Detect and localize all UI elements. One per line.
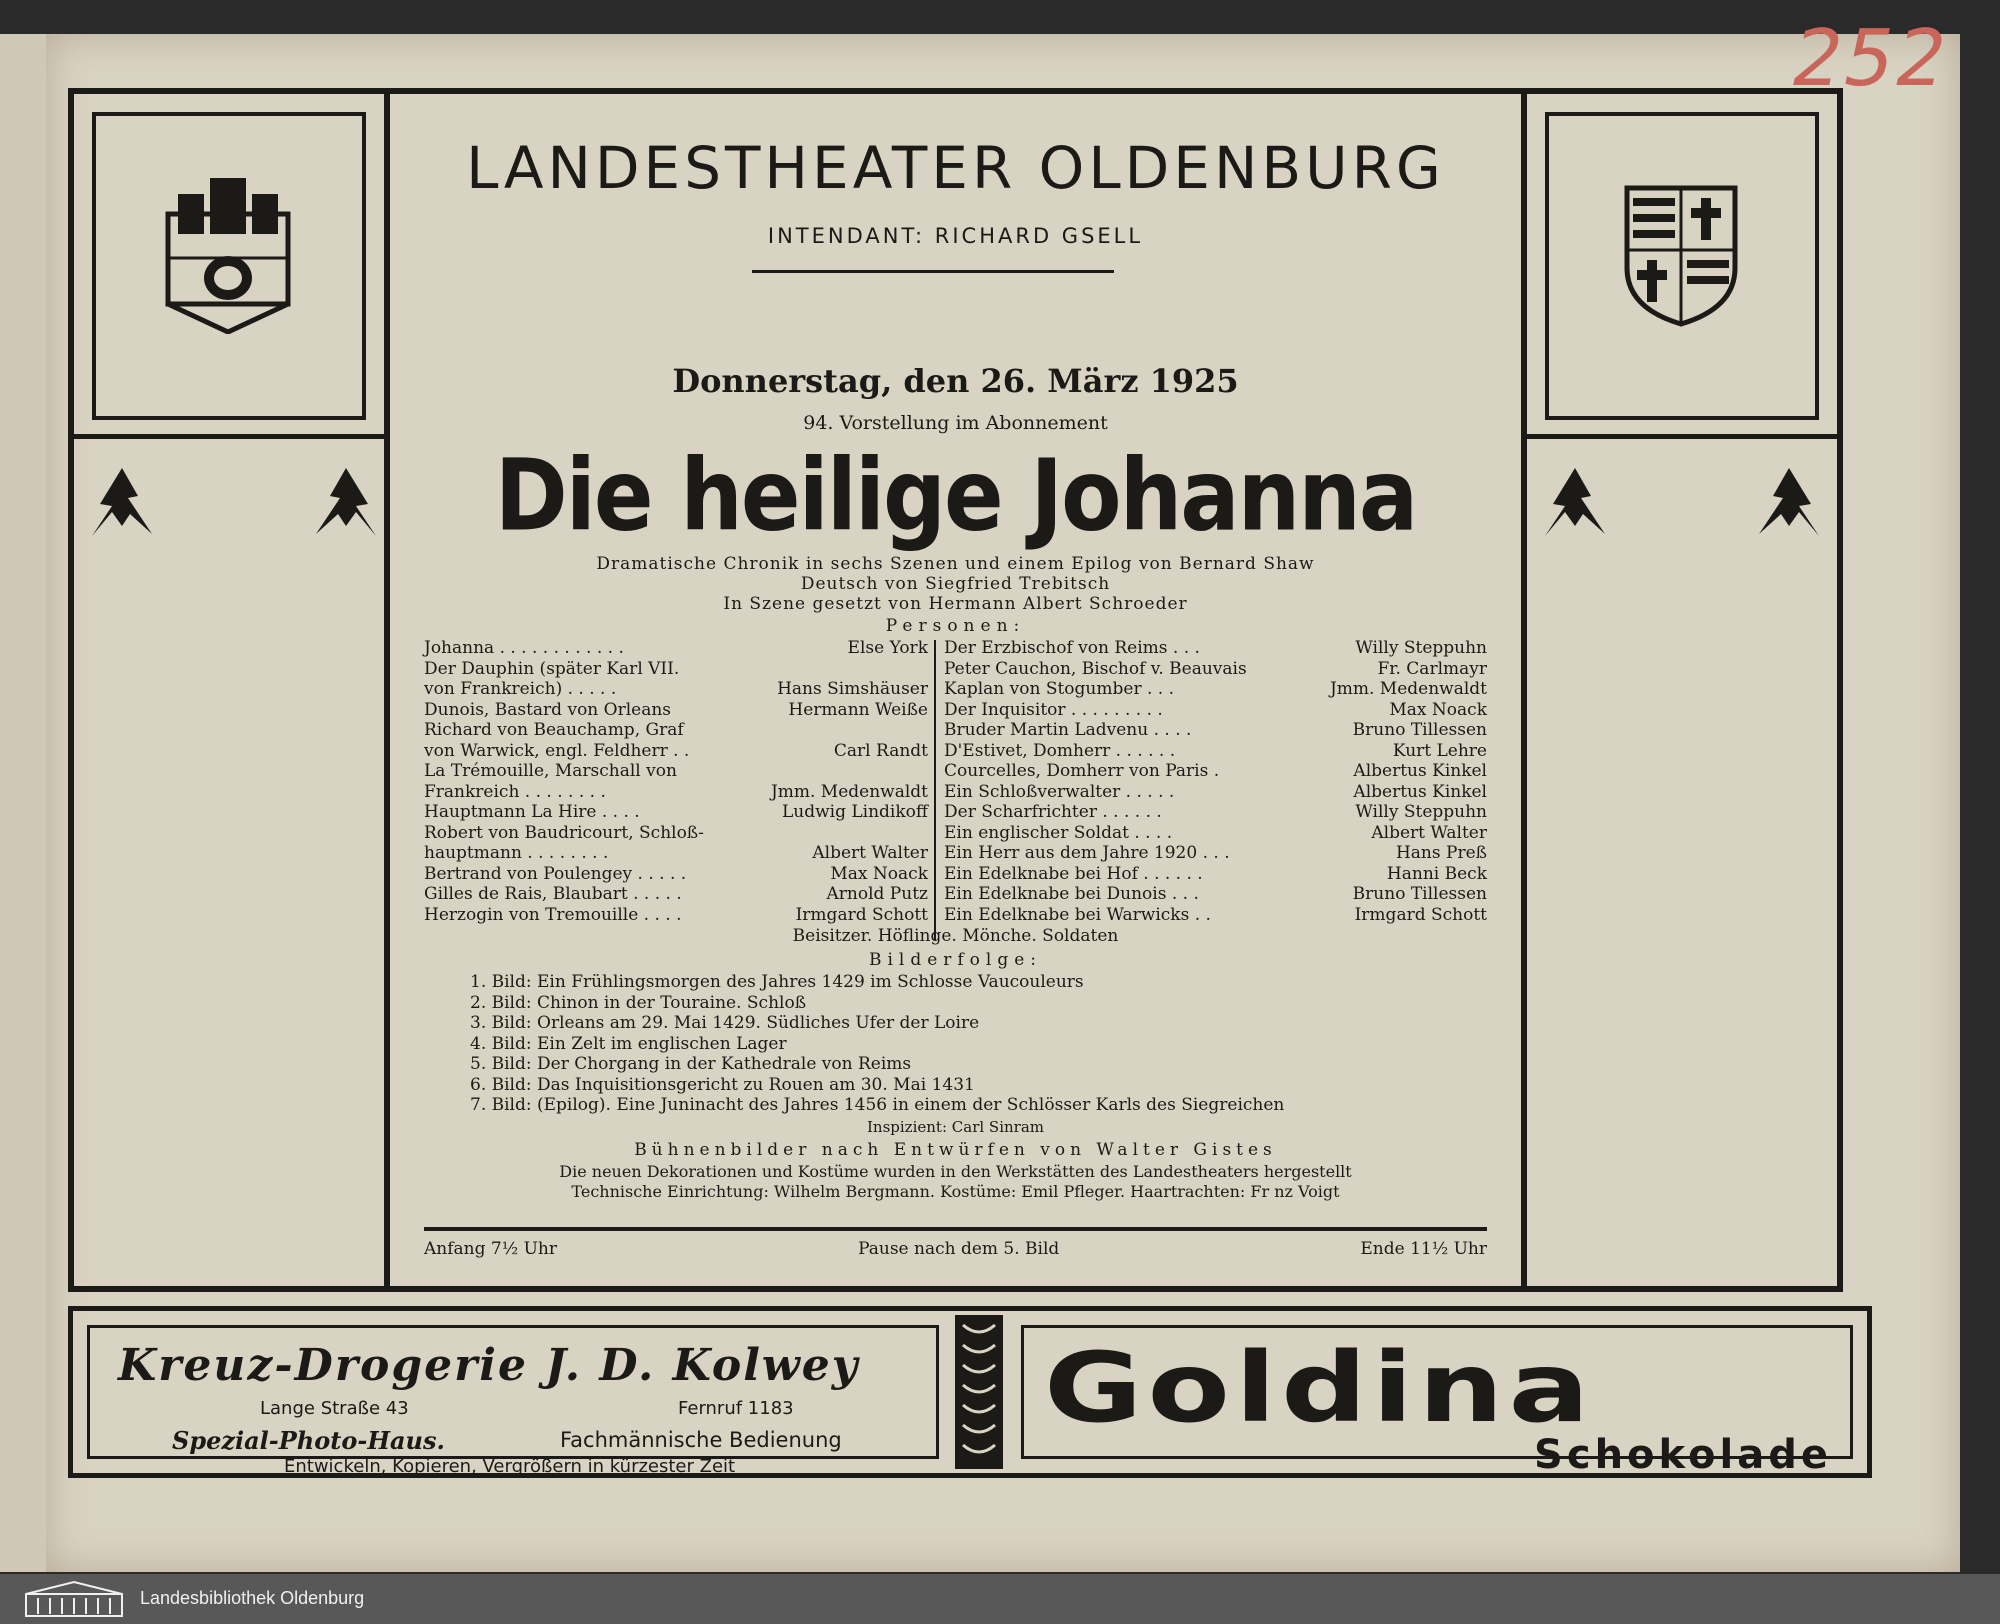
actor-name: Hans Preß <box>1395 843 1487 863</box>
actor-name: Hermann Weiße <box>788 699 928 720</box>
actor-name: Willy Steppuhn <box>1355 638 1487 658</box>
actor-name: Jmm. Medenwaldt <box>770 781 928 802</box>
scene-list <box>470 972 1481 1116</box>
cast-row <box>424 700 928 721</box>
scene-item: 4. Bild: Ein Zelt im englischen Lager <box>470 1033 787 1054</box>
actor-name: Carl Randt <box>833 740 928 761</box>
performance-date: Donnerstag, den 26. März 1925 <box>672 362 1239 400</box>
stage-design-line: Bühnenbilder nach Entwürfen von Walter Gistes <box>634 1140 1277 1160</box>
intermission: Pause nach dem 5. Bild <box>858 1239 1060 1259</box>
scene-item: 1. Bild: Ein Frühlingsmorgen des Jahres 1429 im Schlosse Vaucouleurs <box>470 972 1084 992</box>
right-ornament-column <box>1521 94 1837 1286</box>
role-name: Bruder Martin Ladvenu . . . . <box>944 720 1192 740</box>
cast-row <box>424 884 928 905</box>
cast-right-column <box>944 638 1487 925</box>
cast-divider <box>934 640 936 940</box>
actor-name: Max Noack <box>1389 699 1487 720</box>
library-link[interactable]: Landesbibliothek Oldenburg <box>140 1588 365 1608</box>
cast-row <box>944 700 1487 721</box>
role-name: von Warwick, engl. Feldherr . . <box>424 740 690 761</box>
cast-row <box>424 659 928 680</box>
inspizient-line: Inspizient: Carl Sinram <box>867 1118 1044 1136</box>
role-name: Dunois, Bastard von Orleans <box>424 699 672 720</box>
drugstore-name: Kreuz-Drogerie J. D. Kolwey <box>118 1340 860 1391</box>
actor-name: Bruno Tillessen <box>1352 720 1487 740</box>
actor-name: Max Noack <box>830 863 928 884</box>
role-name: Der Inquisitor . . . . . . . . . <box>944 699 1163 720</box>
actor-name: Hanni Beck <box>1386 863 1487 884</box>
role-name: Ein englischer Soldat . . . . <box>944 822 1173 843</box>
playbill-content <box>390 94 1521 1286</box>
cast-row <box>424 905 928 926</box>
role-name: Hauptmann La Hire . . . . <box>424 802 640 822</box>
scene-item: 3. Bild: Orleans am 29. Mai 1429. Südliches Ufer der Loire <box>470 1013 980 1033</box>
theater-title: LANDESTHEATER OLDENBURG <box>466 134 1445 202</box>
left-lightning-bolt-icon <box>82 456 172 546</box>
cast-row <box>944 864 1487 885</box>
cast-row <box>424 843 928 864</box>
abonnement-line: 94. Vorstellung im Abonnement <box>803 412 1108 434</box>
role-name: Courcelles, Domherr von Paris . <box>944 761 1220 781</box>
right-divider <box>1527 434 1837 439</box>
actor-name: Jmm. Medenwaldt <box>1329 679 1487 699</box>
chocolate-brand: Goldina <box>1044 1332 1595 1444</box>
actor-name: Arnold Putz <box>826 884 928 904</box>
actor-name: Fr. Carlmayr <box>1377 658 1487 679</box>
drugstore-ad <box>87 1325 939 1477</box>
direction-line: In Szene gesetzt von Hermann Albert Schroeder <box>723 594 1188 614</box>
role-name: Ein Edelknabe bei Warwicks . . <box>944 904 1211 925</box>
adjacent-page-edge <box>0 34 49 1572</box>
role-name: Frankreich . . . . . . . . <box>424 781 606 802</box>
cast-row <box>424 638 928 659</box>
role-name: Ein Herr aus dem Jahre 1920 . . . <box>944 843 1230 863</box>
cast-row <box>424 741 928 762</box>
cast-row <box>944 884 1487 905</box>
role-name: Johanna . . . . . . . . . . . . <box>424 638 624 658</box>
translation-line: Deutsch von Siegfried Trebitsch <box>800 574 1111 594</box>
cast-row <box>944 720 1487 741</box>
role-name: Der Dauphin (später Karl VII. <box>424 658 680 679</box>
actor-name: Irmgard Schott <box>795 904 928 925</box>
cast-row <box>944 638 1487 659</box>
cast-extras: Beisitzer. Höflinge. Mönche. Soldaten <box>792 926 1119 946</box>
role-name: Der Erzbischof von Reims . . . <box>944 638 1200 658</box>
left-ornament-column <box>74 94 390 1286</box>
role-name: hauptmann . . . . . . . . <box>424 843 609 863</box>
timing-footer <box>424 1227 1487 1259</box>
viewer-footer-bar <box>0 1574 2000 1624</box>
chocolate-product: Schokolade <box>1534 1432 1832 1478</box>
service-line: Fachmännische Bedienung <box>560 1428 842 1452</box>
actor-name: Bruno Tillessen <box>1352 884 1487 904</box>
scene-item: 5. Bild: Der Chorgang in der Kathedrale von Reims <box>470 1054 912 1074</box>
role-name: Kaplan von Stogumber . . . <box>944 679 1174 699</box>
role-name: La Trémouille, Marschall von <box>424 761 677 781</box>
role-name: Richard von Beauchamp, Graf <box>424 720 684 740</box>
ornament-icon <box>955 1315 1003 1467</box>
right-crest-box <box>1545 112 1819 420</box>
drugstore-phone: Fernruf 1183 <box>678 1398 794 1419</box>
actor-name: Willy Steppuhn <box>1355 802 1487 822</box>
decorations-line: Die neuen Dekorationen und Kostüme wurden in den Werkstätten des Landestheaters hergestellt <box>559 1162 1352 1181</box>
start-time: Anfang 7½ Uhr <box>424 1239 557 1259</box>
ornamental-divider <box>955 1315 1003 1469</box>
cast-row <box>424 782 928 803</box>
cast-row <box>424 802 928 823</box>
oldenburg-city-crest-icon <box>158 174 298 334</box>
photo-shop-label: Spezial-Photo-Haus. <box>172 1426 445 1455</box>
left-divider <box>74 434 384 439</box>
actor-name: Albert Walter <box>812 843 928 863</box>
play-subtitle: Dramatische Chronik in sechs Szenen und einem Epilog von Bernard Shaw <box>596 554 1315 574</box>
chocolate-ad <box>1021 1325 1853 1478</box>
actor-name: Hans Simshäuser <box>777 679 928 699</box>
end-time: Ende 11½ Uhr <box>1360 1239 1487 1259</box>
role-name: Herzogin von Tremouille . . . . <box>424 904 682 925</box>
actor-name: Else York <box>847 638 928 658</box>
scenes-heading: Bilderfolge: <box>868 950 1043 970</box>
cast-row <box>944 905 1487 926</box>
library-building-icon <box>22 1580 126 1618</box>
technical-line: Technische Einrichtung: Wilhelm Bergmann. Kostüme: Emil Pfleger. Haartrachten: Fr nz Voigt <box>571 1182 1340 1201</box>
role-name: D'Estivet, Domherr . . . . . . <box>944 740 1176 761</box>
cast-row <box>944 761 1487 782</box>
role-name: Gilles de Rais, Blaubart . . . . . <box>424 884 682 904</box>
role-name: von Frankreich) . . . . . <box>424 679 617 699</box>
actor-name: Albertus Kinkel <box>1353 781 1487 802</box>
handwritten-page-number: 252 <box>1783 14 1958 104</box>
left-lightning-bolt-2-icon <box>296 456 386 546</box>
cast-row <box>424 864 928 885</box>
cast-row <box>424 761 928 782</box>
cast-row <box>944 843 1487 864</box>
left-crest-box <box>92 112 366 420</box>
advertisement-strip <box>68 1306 1872 1478</box>
drugstore-address: Lange Straße 43 <box>260 1398 409 1419</box>
role-name: Ein Edelknabe bei Dunois . . . <box>944 884 1199 904</box>
playbill-frame <box>68 88 1843 1292</box>
actor-name: Irmgard Schott <box>1354 904 1487 925</box>
right-lightning-bolt-icon <box>1535 456 1625 546</box>
role-name: Bertrand von Poulengey . . . . . <box>424 863 687 884</box>
actor-name: Albert Walter <box>1371 822 1487 843</box>
cast-row <box>944 782 1487 803</box>
cast-row <box>944 802 1487 823</box>
cast-row <box>944 823 1487 844</box>
cast-heading: Personen: <box>885 616 1026 636</box>
cast-row <box>944 741 1487 762</box>
play-title: Die heilige Johanna <box>494 437 1417 554</box>
role-name: Robert von Baudricourt, Schloß- <box>424 822 704 843</box>
cast-row <box>424 823 928 844</box>
role-name: Ein Edelknabe bei Hof . . . . . . <box>944 863 1203 884</box>
right-lightning-bolt-2-icon <box>1739 456 1829 546</box>
scene-item: 7. Bild: (Epilog). Eine Juninacht des Jahres 1456 in einem der Schlösser Karls des Siegreichen <box>470 1095 1285 1115</box>
cast-row <box>944 679 1487 700</box>
actor-name: Albertus Kinkel <box>1353 761 1487 781</box>
cast-row <box>424 720 928 741</box>
scene-item: 6. Bild: Das Inquisitionsgericht zu Rouen am 30. Mai 1431 <box>470 1074 975 1095</box>
cast-row <box>424 679 928 700</box>
cast-row <box>944 659 1487 680</box>
role-name: Der Scharfrichter . . . . . . <box>944 802 1162 822</box>
role-name: Peter Cauchon, Bischof v. Beauvais <box>944 658 1247 679</box>
scene-item: 2. Bild: Chinon in der Touraine. Schloß <box>470 992 807 1013</box>
intendant-line: INTENDANT: RICHARD GSELL <box>767 224 1144 248</box>
oldenburg-state-crest-icon <box>1621 178 1741 328</box>
actor-name: Kurt Lehre <box>1392 740 1487 761</box>
offer-line: Entwickeln, Kopieren, Vergrößern in kürzester Zeit <box>284 1456 736 1477</box>
header-rule <box>752 270 1114 273</box>
actor-name: Ludwig Lindikoff <box>781 802 928 822</box>
role-name: Ein Schloßverwalter . . . . . <box>944 781 1175 802</box>
cast-left-column <box>424 638 928 925</box>
